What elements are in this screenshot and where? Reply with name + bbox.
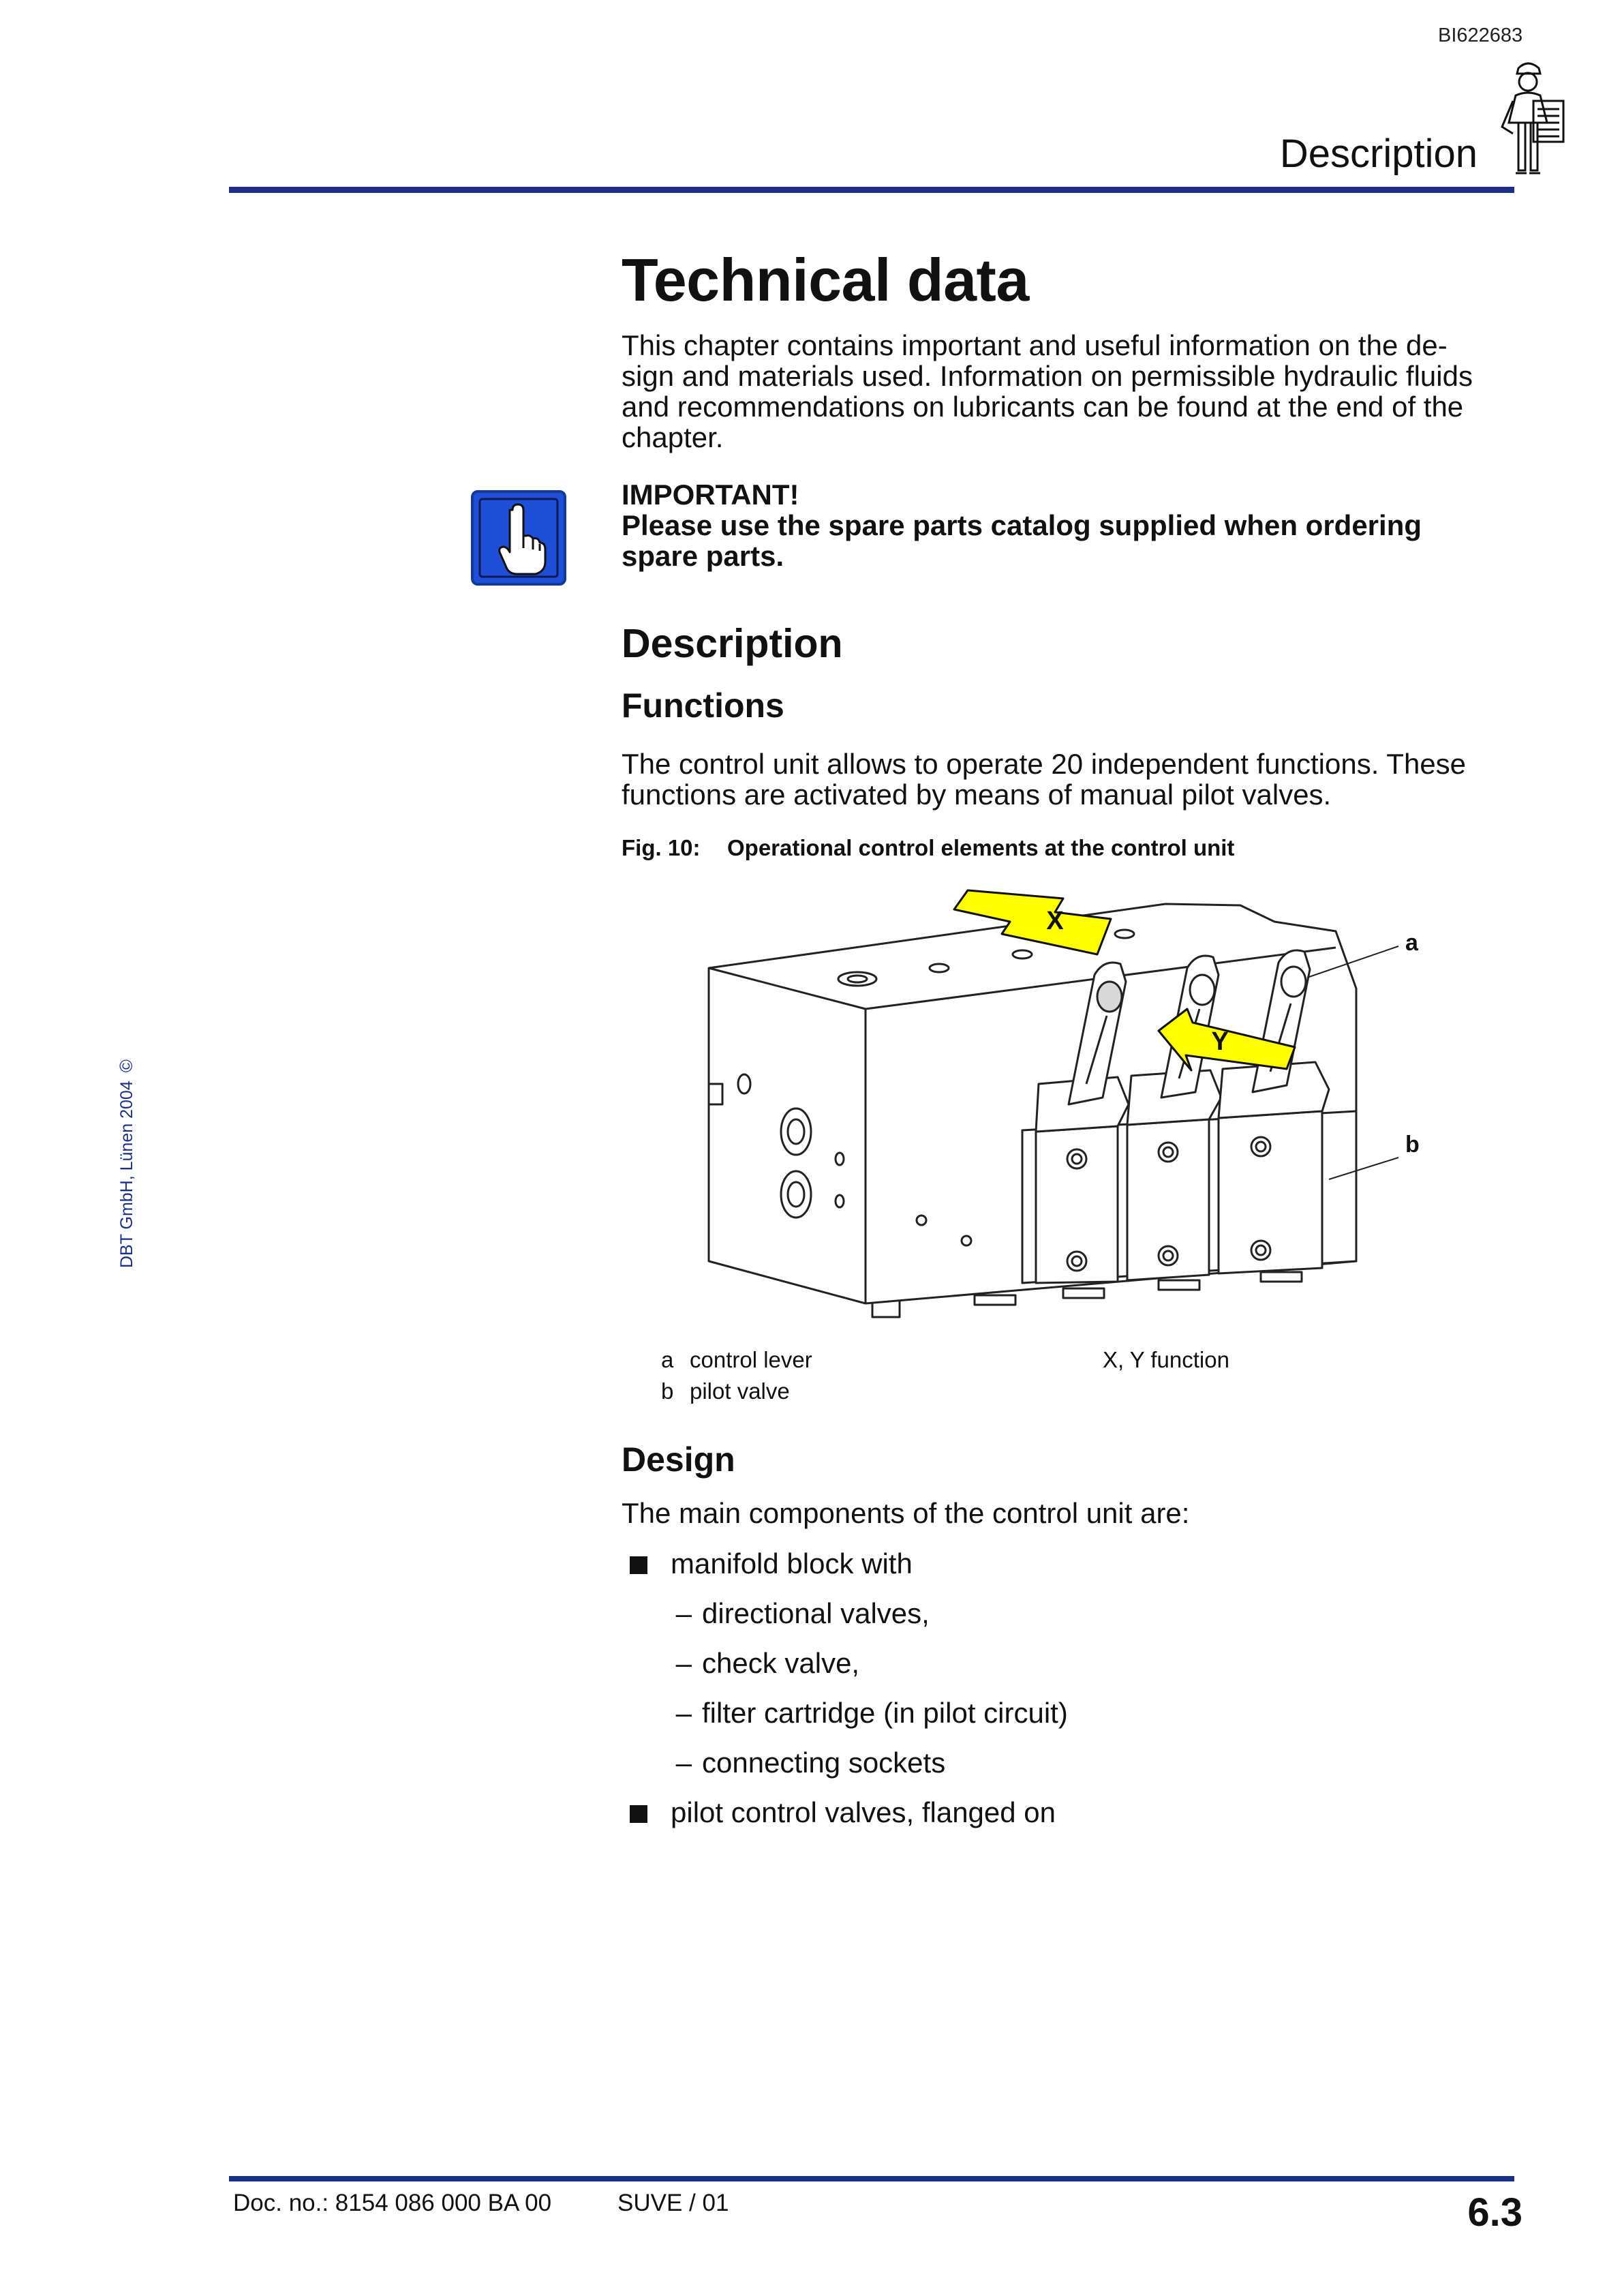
- figure-caption: [622, 835, 1514, 861]
- bullet-square: [630, 1805, 647, 1823]
- bullet-square: [630, 1556, 647, 1574]
- intro-line: This chapter contains important and useful information on the de-: [622, 329, 1448, 361]
- important-notice: [622, 479, 1514, 571]
- list-subitem: – connecting sockets: [668, 1747, 946, 1779]
- functions-heading: Functions: [622, 686, 784, 725]
- intro-paragraph: [622, 330, 1514, 453]
- legend-item: b pilot valve: [661, 1378, 790, 1404]
- pilot-valve: [1127, 1119, 1209, 1280]
- list-subitem: – directional valves,: [668, 1597, 930, 1629]
- figure-number: Fig. 10:: [622, 835, 701, 860]
- header-rule: [229, 187, 1514, 193]
- functions-line: functions are activated by means of manual pilot valves.: [622, 779, 1332, 811]
- list-subitem: – filter cartridge (in pilot circuit): [668, 1697, 1068, 1729]
- legend-item: a control lever: [661, 1347, 812, 1372]
- component-list: [622, 1547, 1514, 1846]
- notice-line: spare parts.: [622, 540, 784, 572]
- list-subitem: – check valve,: [668, 1647, 860, 1679]
- figure-legend: [661, 1347, 812, 1404]
- intro-line: chapter.: [622, 421, 724, 453]
- design-intro: The main components of the control unit are:: [622, 1497, 1190, 1529]
- footer-version: SUVE / 01: [617, 2190, 729, 2216]
- control-unit-figure: [682, 879, 1445, 1336]
- page-title: Technical data: [622, 246, 1029, 314]
- copyright-symbol: ©: [116, 1059, 136, 1073]
- copyright-note: DBT GmbH, Lünen 2004©: [116, 1059, 136, 1268]
- header-title: Description: [1279, 132, 1478, 176]
- legend-item: X, Y function: [1103, 1347, 1229, 1372]
- list-item: pilot control valves, flanged on: [622, 1796, 1514, 1846]
- intro-line: and recommendations on lubricants can be found at the end of the: [622, 391, 1464, 423]
- page-number: 6.3: [1467, 2190, 1522, 2235]
- mechanic-clipboard-icon: [1486, 53, 1574, 183]
- functions-line: The control unit allows to operate 20 independent functions. These: [622, 748, 1467, 780]
- pilot-valve: [1219, 1111, 1322, 1273]
- pointing-finger-icon: [470, 489, 567, 586]
- intro-line: sign and materials used. Information on permissible hydraulic fluids: [622, 360, 1473, 392]
- footer-rule: [229, 2176, 1514, 2181]
- footer-doc-number: Doc. no.: 8154 086 000 BA 00: [233, 2190, 552, 2216]
- section-title: Description: [622, 621, 843, 666]
- figure-caption-text: Operational control elements at the control unit: [727, 835, 1235, 860]
- functions-paragraph: [622, 749, 1514, 810]
- pilot-valve: [1036, 1126, 1118, 1283]
- notice-heading: IMPORTANT!: [622, 479, 799, 511]
- label-b: b: [1405, 1132, 1420, 1158]
- notice-line: Please use the spare parts catalog supplied when ordering: [622, 509, 1422, 541]
- label-a: a: [1405, 930, 1418, 956]
- design-heading: Design: [622, 1440, 735, 1479]
- list-item: manifold block with: [622, 1547, 1514, 1597]
- document-id: BI622683: [1438, 25, 1523, 46]
- label-x: X: [1046, 907, 1064, 935]
- label-y: Y: [1211, 1027, 1229, 1056]
